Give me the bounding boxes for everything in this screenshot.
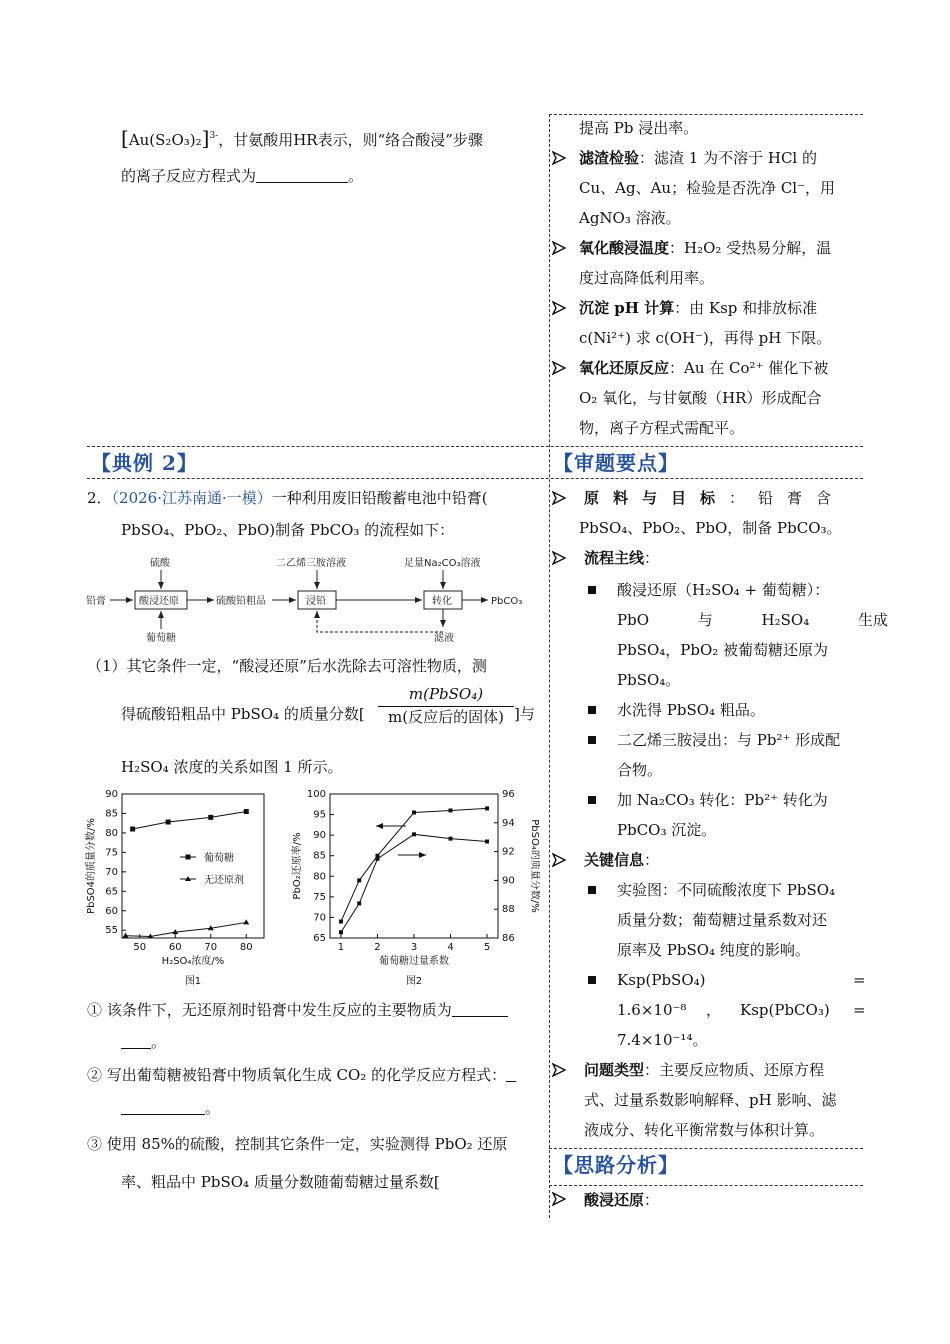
note-text: O₂ 氧化，与甘氨酸（HR）形成配合 — [579, 389, 822, 407]
chart-title: 图2 — [405, 976, 423, 987]
arrow-bullet-icon — [552, 241, 566, 255]
question-1 — [87, 1000, 549, 1020]
note-label: 原料与目标 — [584, 489, 730, 507]
part1-text-c: H₂SO₄ 浓度的关系如图 1 所示。 — [121, 758, 343, 776]
ksp-text: = — [853, 1001, 866, 1019]
ksp-text: 7.4×10⁻¹⁴。 — [617, 1031, 708, 1049]
arrow-bullet-icon — [552, 853, 566, 867]
review-item — [584, 488, 869, 508]
section-rule-2 — [87, 478, 863, 479]
series-line — [341, 808, 487, 921]
y-tick-label: 85 — [105, 808, 118, 820]
x-tick-label: 60 — [168, 942, 182, 953]
section-rule-3 — [549, 1148, 863, 1149]
review-item — [584, 548, 869, 568]
series-line — [126, 922, 247, 936]
y-tick-label: 75 — [313, 891, 326, 903]
y-tick-label: 65 — [105, 886, 118, 898]
arrow-bullet-icon — [552, 151, 566, 165]
process-flow-diagram — [86, 555, 546, 647]
review-line — [584, 1090, 869, 1110]
note-text: 物，离子方程式需配平。 — [579, 419, 745, 437]
review-subline — [617, 940, 865, 960]
flow-input-glucose: 葡萄糖 — [146, 633, 176, 644]
note-text: ： — [644, 851, 660, 869]
mass-fraction — [378, 684, 514, 727]
x-tick-label: 80 — [239, 942, 253, 953]
analysis-label: 酸浸还原 — [584, 1191, 645, 1209]
note-line — [579, 148, 864, 168]
note-line — [579, 268, 864, 288]
arrow-head-icon — [419, 852, 426, 858]
y-tick-label: 95 — [313, 809, 326, 821]
square-bullet-icon — [588, 586, 596, 594]
note-text: 实验图：不同硫酸浓度下 PbSO₄ — [617, 881, 836, 899]
review-line — [584, 1120, 869, 1140]
x-tick-label: 50 — [133, 942, 147, 953]
data-point — [412, 832, 416, 836]
data-point — [375, 857, 379, 861]
square-bullet-icon — [588, 886, 596, 894]
ksp-text: Ksp(PbCO₃) — [740, 1001, 830, 1019]
part1-text-a: （1）其它条件一定，“酸浸还原”后水洗除去可溶性物质，测 — [87, 657, 487, 675]
fraction-denominator: m(反应后的固体) — [378, 706, 514, 727]
question-text: 一种利用废旧铅酸蓄电池中铅膏( — [271, 489, 488, 507]
arrow-bullet-icon — [552, 491, 566, 505]
note-line — [579, 208, 864, 228]
data-point — [357, 878, 361, 882]
question-fragment-line2 — [121, 166, 549, 186]
y-axis-label: PbO₂还原率/% — [292, 832, 303, 900]
section-rule-4 — [549, 1185, 863, 1186]
legend-label: 葡萄糖 — [204, 853, 234, 864]
plot-frame — [330, 794, 498, 938]
answer-blank[interactable] — [256, 169, 348, 183]
x-tick-label: 2 — [374, 942, 381, 953]
y-tick-label: 60 — [105, 905, 118, 917]
y-right-tick-label: 90 — [502, 875, 515, 887]
review-subline — [617, 610, 888, 630]
note-line: 提高 Pb 浸出率。 — [579, 119, 699, 137]
y-tick-label: 65 — [313, 933, 326, 944]
review-line — [584, 1060, 869, 1080]
arrow-bullet-icon — [552, 1063, 566, 1077]
x-tick-label: 70 — [204, 942, 218, 953]
data-point — [412, 811, 416, 815]
note-text: 度过高降低利用率。 — [579, 269, 715, 287]
analysis-heading: 【思路分析】 — [553, 1153, 679, 1177]
answer-blank[interactable] — [121, 1035, 151, 1049]
note-line — [579, 298, 864, 318]
data-point — [130, 827, 135, 832]
flow-input-carbonate: 足量Na₂CO₃溶液 — [404, 558, 481, 569]
data-point — [485, 840, 489, 844]
question-fragment-line1: $[Au(S_2O_3)_2]^{3-}$，甘氨酸用HR表示，则“络合酸浸”步骤 — [121, 126, 483, 150]
note-label: 关键信息 — [584, 851, 645, 869]
review-subline — [617, 640, 865, 660]
note-text: 合物。 — [617, 761, 663, 779]
data-point — [166, 820, 171, 825]
y-tick-label: 90 — [313, 830, 326, 842]
review-heading: 【审题要点】 — [553, 451, 679, 475]
charge-superscript: 3- — [209, 131, 219, 141]
flow-input-amine: 二乙烯三胺溶液 — [276, 558, 346, 569]
answer-blank[interactable] — [452, 1003, 508, 1017]
flow-box1-label: 酸浸还原 — [139, 596, 179, 607]
note-label: 问题类型 — [584, 1061, 645, 1079]
square-bullet-icon — [588, 736, 596, 744]
note-text: PbSO₄。 — [617, 671, 681, 689]
note-text: PbSO₄、PbO₂、PbO，制备 PbCO₃。 — [579, 519, 842, 537]
y-tick-label: 80 — [313, 871, 326, 883]
colon: ： — [644, 1191, 660, 1209]
x-axis-label: H₂SO₄浓度/% — [161, 956, 225, 967]
note-text: ：由 Ksp 和排放标准 — [674, 299, 818, 317]
column-divider — [549, 114, 550, 1218]
data-point — [339, 920, 343, 924]
note-text: 式、过量系数影响解释、pH 影响、滤 — [584, 1091, 837, 1109]
y-right-tick-label: 94 — [502, 817, 515, 829]
question-text: 的离子反应方程式为 — [121, 167, 257, 185]
note-text: AgNO₃ 溶液。 — [579, 209, 681, 227]
arrow-bullet-icon — [552, 361, 566, 375]
square-bullet-icon — [588, 976, 596, 984]
flow-box3-label: 转化 — [432, 596, 452, 607]
section-rule-1 — [87, 446, 863, 447]
note-label: 流程主线 — [584, 549, 645, 567]
note-line — [579, 418, 864, 438]
data-point — [244, 809, 249, 814]
note-text: 质量分数；葡萄糖过量系数对还 — [617, 911, 828, 929]
review-subline — [617, 700, 865, 720]
x-tick-label: 4 — [447, 942, 454, 953]
chart-title: 图1 — [184, 976, 202, 987]
note-text: 酸浸还原（H₂SO₄ + 葡萄糖）： — [617, 581, 830, 599]
arrow-head-icon — [376, 823, 383, 829]
note-line — [579, 178, 864, 198]
note-text: 加 Na₂CO₃ 转化：Pb²⁺ 转化为 — [617, 791, 828, 809]
note-text: PbSO₄，PbO₂ 被葡萄糖还原为 — [617, 641, 829, 659]
data-point — [449, 837, 453, 841]
y-tick-label: 100 — [306, 789, 326, 800]
y-right-tick-label: 92 — [502, 846, 515, 858]
note-text: 水洗得 PbSO₄ 粗品。 — [617, 701, 765, 719]
square-bullet-icon — [588, 796, 596, 804]
review-line — [579, 518, 864, 538]
note-text: 二乙烯三胺浸出：与 Pb²⁺ 形成配 — [617, 731, 841, 749]
note-text: 液成分、转化平衡常数与体积计算。 — [584, 1121, 825, 1139]
y-right-tick-label: 86 — [502, 933, 515, 944]
note-text: ：铅膏含 — [729, 489, 846, 507]
note-text: ：Au 在 Co²⁺ 催化下被 — [669, 359, 829, 377]
note-text: ： — [644, 549, 660, 567]
y-tick-label: 70 — [105, 866, 118, 878]
chart-figure-2 — [290, 784, 540, 990]
analysis-item — [584, 1190, 659, 1210]
question-materials: PbSO₄、PbO₂、PbO)制备 PbCO₃ 的流程如下： — [121, 521, 455, 539]
y-tick-label: 70 — [313, 912, 326, 924]
review-subline — [617, 790, 865, 810]
note-text: ：H₂O₂ 受热易分解，温 — [669, 239, 832, 257]
top-right-rule — [549, 114, 863, 115]
x-tick-label: 5 — [483, 942, 491, 953]
arrow-bullet-icon — [552, 551, 566, 565]
ksp-text: ， — [706, 1001, 722, 1019]
x-tick-label: 1 — [337, 942, 345, 953]
period: 。 — [348, 167, 364, 185]
review-subline — [617, 910, 865, 930]
question-2 — [87, 1065, 549, 1085]
note-line — [579, 388, 864, 408]
note-text: PbO 与 H₂SO₄ 生成 — [617, 611, 888, 629]
example-heading: 【典例 2】 — [91, 451, 198, 475]
review-subline — [617, 580, 865, 600]
arrow-bullet-icon — [552, 301, 566, 315]
note-text: PbCO₃ 沉淀。 — [617, 821, 717, 839]
note-text: c(Ni²⁺) 求 c(OH⁻)，再得 pH 下限。 — [579, 329, 832, 347]
flow-crude-label: 硫酸铅粗品 — [216, 596, 266, 607]
note-text: ：滤渣 1 为不溶于 HCl 的 — [639, 149, 817, 167]
legend-marker — [186, 855, 191, 860]
y-tick-label: 55 — [105, 925, 118, 937]
flow-filtrate-label: 滤液 — [434, 633, 454, 644]
plot-frame — [122, 794, 264, 938]
data-point — [449, 808, 453, 812]
review-subline — [617, 670, 865, 690]
y-tick-label: 90 — [105, 789, 118, 800]
note-text: ：主要反应物质、还原方程 — [644, 1061, 825, 1079]
note-line — [579, 238, 864, 258]
data-point — [243, 919, 249, 924]
note-line — [579, 328, 864, 348]
note-label: 氧化酸浸温度 — [579, 239, 670, 257]
period: 。 — [205, 1099, 221, 1117]
question-number: 2． — [87, 489, 112, 507]
series-line — [341, 834, 487, 932]
y-right-axis-label: PbSO₄的质量分数/% — [529, 819, 540, 913]
flow-box2-label: 浸铅 — [306, 596, 326, 607]
ksp-text: = — [853, 971, 866, 989]
note-label: 沉淀 pH 计算 — [579, 299, 675, 317]
y-axis-label: PbSO4的质量分数/% — [86, 818, 97, 914]
answer-blank[interactable] — [506, 1068, 516, 1082]
data-point — [485, 806, 489, 810]
y-tick-label: 85 — [313, 850, 326, 862]
square-bullet-icon — [588, 706, 596, 714]
question-3: ③ 使用 85%的硫酸，控制其它条件一定，实验测得 PbO₂ 还原 — [87, 1135, 508, 1153]
y-tick-label: 75 — [105, 847, 118, 859]
data-point — [339, 930, 343, 934]
note-text: 原率及 PbSO₄ 纯度的影响。 — [617, 941, 810, 959]
review-item — [584, 850, 869, 870]
question-text: 得硫酸铅粗品中 PbSO₄ 的质量分数[ — [121, 705, 365, 723]
data-point — [357, 901, 361, 905]
note-line — [579, 358, 864, 378]
review-subline — [617, 880, 865, 900]
arrow-bullet-icon — [552, 1192, 566, 1206]
complex-formula: Au(S₂O₃)₂ — [128, 131, 202, 149]
series-line — [133, 812, 247, 830]
legend-label: 无还原剂 — [204, 875, 244, 886]
x-axis-label: 葡萄糖过量系数 — [379, 956, 449, 967]
note-label: 滤渣检验 — [579, 149, 640, 167]
note-label: 氧化还原反应 — [579, 359, 670, 377]
period: 。 — [151, 1033, 167, 1051]
question-2-cont — [121, 1098, 549, 1118]
y-tick-label: 80 — [105, 827, 118, 839]
question-text: ② 写出葡萄糖被铅膏中物质氧化生成 CO₂ 的化学反应方程式： — [87, 1066, 507, 1084]
y-right-tick-label: 88 — [502, 904, 515, 916]
data-point — [123, 933, 129, 938]
note-text: Cu、Ag、Au；检验是否洗净 Cl⁻，用 — [579, 179, 836, 197]
review-subline — [617, 820, 865, 840]
question-text: ① 该条件下，无还原剂时铅膏中发生反应的主要物质为 — [87, 1001, 452, 1019]
chart-figure-1 — [84, 784, 274, 990]
data-point — [208, 815, 213, 820]
review-subline — [617, 730, 865, 750]
flow-end-label: PbCO₃ — [491, 596, 523, 607]
bracket-end: ]与 — [514, 705, 535, 723]
ksp-text: Ksp(PbSO₄) — [617, 971, 706, 989]
question-source: （2026·江苏南通·一模） — [111, 489, 272, 507]
fraction-numerator: m(PbSO₄) — [408, 685, 484, 703]
y-right-tick-label: 96 — [502, 789, 515, 800]
question-intro — [87, 488, 549, 508]
answer-blank[interactable] — [121, 1101, 205, 1115]
flow-input-sulfuric: 硫酸 — [150, 558, 170, 569]
ksp-text: 1.6×10⁻⁸ — [617, 1001, 687, 1019]
question-text: ，甘氨酸用HR表示，则“络合酸浸”步骤 — [218, 131, 483, 149]
question-1-cont — [121, 1032, 549, 1052]
question-3-cont: 率、粗品中 PbSO₄ 质量分数随葡萄糖过量系数[ — [121, 1173, 440, 1191]
x-tick-label: 3 — [410, 942, 418, 953]
review-subline — [617, 760, 865, 780]
flow-start-label: 铅膏 — [86, 596, 106, 607]
